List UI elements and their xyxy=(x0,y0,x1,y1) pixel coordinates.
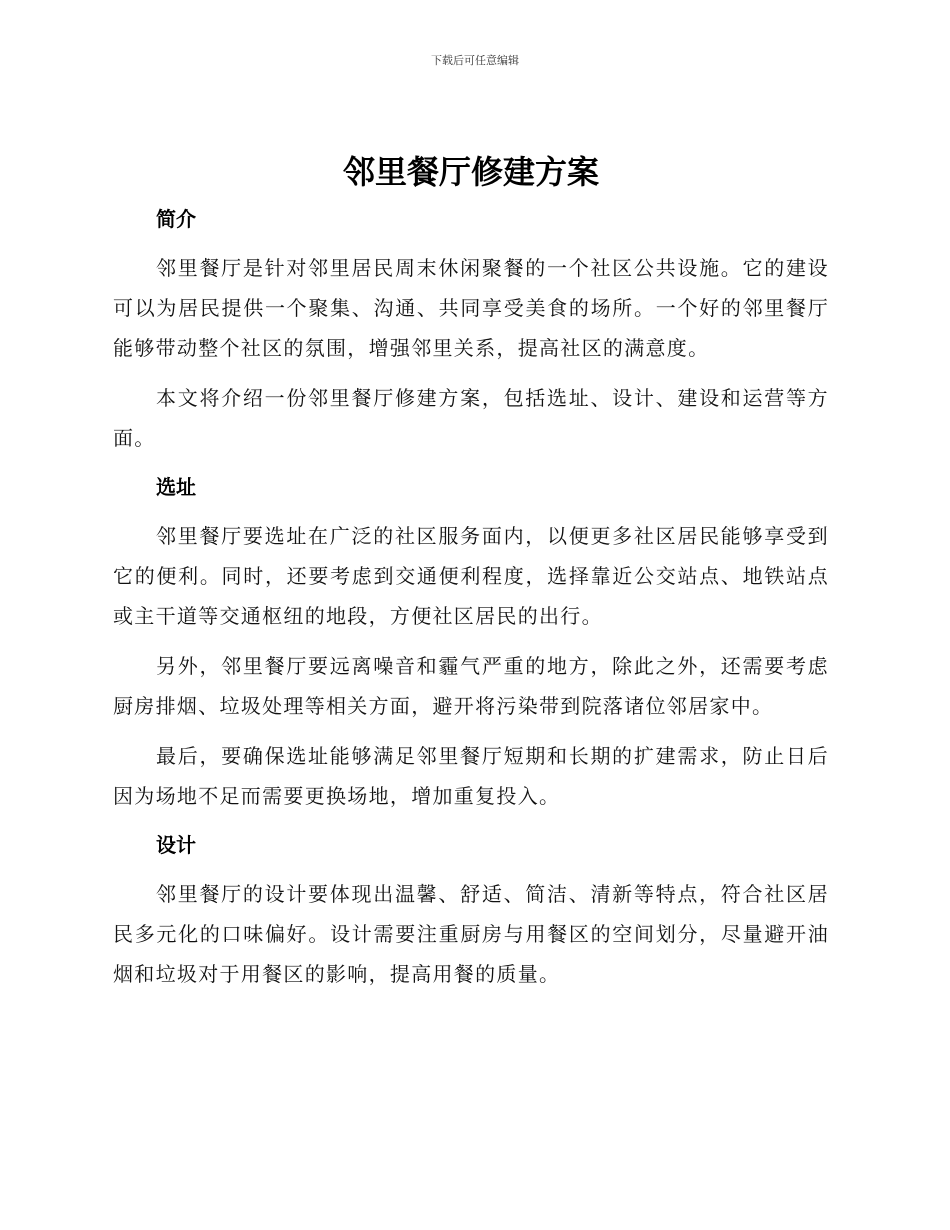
section-site-selection xyxy=(113,472,829,816)
paragraph: 另外，邻里餐厅要远离噪音和霾气严重的地方，除此之外，还需要考虑厨房排烟、垃圾处理等相关方面，避开将污染带到院落诸位邻居家中。 xyxy=(113,654,829,718)
paragraph: 本文将介绍一份邻里餐厅修建方案，包括选址、设计、建设和运营等方面。 xyxy=(113,386,829,450)
document-body xyxy=(113,150,829,994)
paragraph: 邻里餐厅是针对邻里居民周末休闲聚餐的一个社区公共设施。它的建设可以为居民提供一个聚集、沟通、共同享受美食的场所。一个好的邻里餐厅能够带动整个社区的氛围，增强邻里关系，提高社区的满意度。 xyxy=(113,256,829,360)
header-note: 下载后可任意编辑 xyxy=(431,54,519,67)
section-intro xyxy=(113,204,829,458)
paragraph: 邻里餐厅的设计要体现出温馨、舒适、简洁、清新等特点，符合社区居民多元化的口味偏好。设计需要注重厨房与用餐区的空间划分，尽量避开油烟和垃圾对于用餐区的影响，提高用餐的质量。 xyxy=(113,882,829,986)
paragraph: 最后，要确保选址能够满足邻里餐厅短期和长期的扩建需求，防止日后因为场地不足而需要更换场地，增加重复投入。 xyxy=(113,744,829,808)
section-heading: 设计 xyxy=(156,833,196,857)
section-heading: 简介 xyxy=(156,207,196,231)
section-design xyxy=(113,830,829,994)
section-heading: 选址 xyxy=(156,475,196,499)
paragraph: 邻里餐厅要选址在广泛的社区服务面内，以便更多社区居民能够享受到它的便利。同时，还要考虑到交通便利程度，选择靠近公交站点、地铁站点或主干道等交通枢纽的地段，方便社区居民的出行。 xyxy=(113,524,829,628)
document-title: 邻里餐厅修建方案 xyxy=(342,153,599,191)
